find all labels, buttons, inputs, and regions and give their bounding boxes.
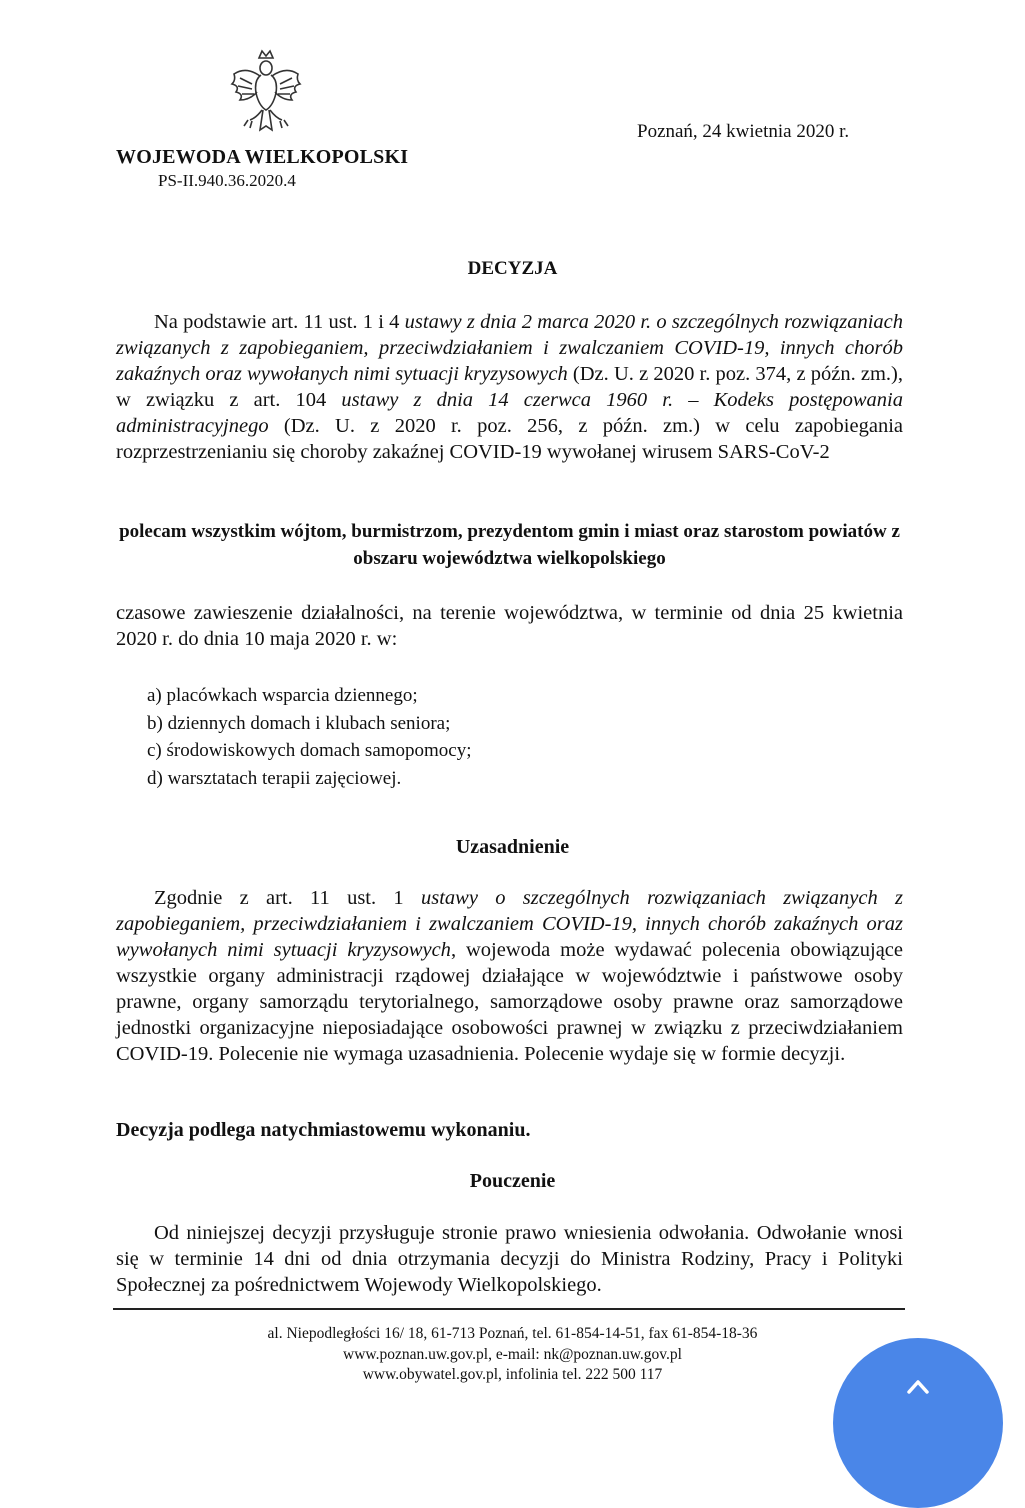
enforcement-statement: Decyzja podlega natychmiastowemu wykonaniu. [116, 1119, 531, 1141]
italic-citation: ustawy o szczególnych rozwiązaniach związanych z zapobieganiem, przeciwdziałaniem i zwalczaniem COVID-19, innych chorób zakaźnych oraz wywołanych nimi sytuacji kryzysowych [116, 887, 903, 961]
text-run: Zgodnie z art. 11 ust. 1 [154, 887, 421, 909]
reference-number: PS-II.940.36.2020.4 [158, 171, 296, 190]
instruction-heading: Pouczenie [469, 1170, 556, 1192]
appeal-instruction-text: Od niniejszej decyzji przysługuje stronie prawo wniesienia odwołania. Odwołanie wnosi się w terminie 14 dni od dnia otrzymania decyzji do Ministra Rodziny, Pracy i Polityki Społecznej za pośrednictwem Wojewody Wielkopolskiego. [116, 1222, 903, 1296]
polish-eagle-emblem-icon [226, 48, 306, 140]
place-date: Poznań, 24 kwietnia 2020 r. [637, 121, 850, 142]
list-item: c) środowiskowych domach samopomocy; [147, 740, 472, 761]
legal-basis-paragraph [116, 309, 903, 465]
facility-list [147, 682, 472, 792]
italic-citation: ustawy z dnia 2 marca 2020 r. o szczególnych rozwiązaniach związanych z zapobieganiem, przeciwdziałaniem i zwalczaniem COVID-19, innych chorób zakaźnych oraz wywołanych nimi sytuacji kryzysowych [116, 311, 903, 385]
command-statement: polecam wszystkim wójtom, burmistrzom, prezydentom gmin i miast oraz starostom powiatów z obszaru województwa wielkopolskiego [119, 521, 900, 569]
text-run: (Dz. U. z 2020 r. poz. 256, z późn. zm.) w celu zapobiegania rozprzestrzenianiu się choroby zakaźnej COVID-19 wywołanej wirusem SARS-CoV-2 [116, 415, 903, 463]
document-title: DECYZJA [467, 258, 558, 279]
issuing-authority: WOJEWODA WIELKOPOLSKI [116, 146, 409, 168]
list-item: d) warsztatach terapii zajęciowej. [147, 767, 402, 789]
footer-divider [113, 1308, 905, 1310]
justification-paragraph [116, 885, 903, 1067]
appeal-instruction-paragraph [116, 1220, 903, 1298]
chevron-up-icon [907, 1378, 929, 1394]
footer-web-email: www.poznan.uw.gov.pl, e-mail: nk@poznan.uw.gov.pl [343, 1345, 682, 1363]
list-item: b) dziennych domach i klubach seniora; [147, 712, 451, 734]
text-run: (Dz. U. z 2020 r. poz. 374, z późn. zm.), w związku z art. 104 [116, 363, 904, 411]
list-item: a) placówkach wsparcia dziennego; [147, 685, 418, 706]
text-run: Na podstawie art. 11 ust. 1 i 4 [154, 311, 405, 333]
footer-address: al. Niepodległości 16/ 18, 61-713 Poznań, tel. 61-854-14-51, fax 61-854-18-36 [267, 1325, 758, 1342]
italic-citation: ustawy z dnia 14 czerwca 1960 r. – Kodeks postępowania administracyjnego [116, 389, 903, 437]
scroll-up-button[interactable] [833, 1338, 1003, 1508]
footer-portal-hotline: www.obywatel.gov.pl, infolinia tel. 222 500 117 [362, 1366, 663, 1383]
text-run: , wojewoda może wydawać polecenia obowiązujące wszystkie organy administracji rządowej działające w województwie i państwowe osoby prawne, organy samorządu terytorialnego, samorządowe osoby prawne oraz samorządowe jednostki organizacyjne nieposiadające osobowości prawnej w związku z przeciwdziałaniem COVID-19. Polecenie nie wymaga uzasadnienia. Polecenie wydaje się w formie decyzji. [116, 939, 903, 1065]
justification-heading: Uzasadnienie [455, 836, 570, 858]
suspension-paragraph: czasowe zawieszenie działalności, na terenie województwa, w terminie od dnia 25 kwietnia 2020 r. do dnia 10 maja 2020 r. w: [116, 602, 903, 650]
